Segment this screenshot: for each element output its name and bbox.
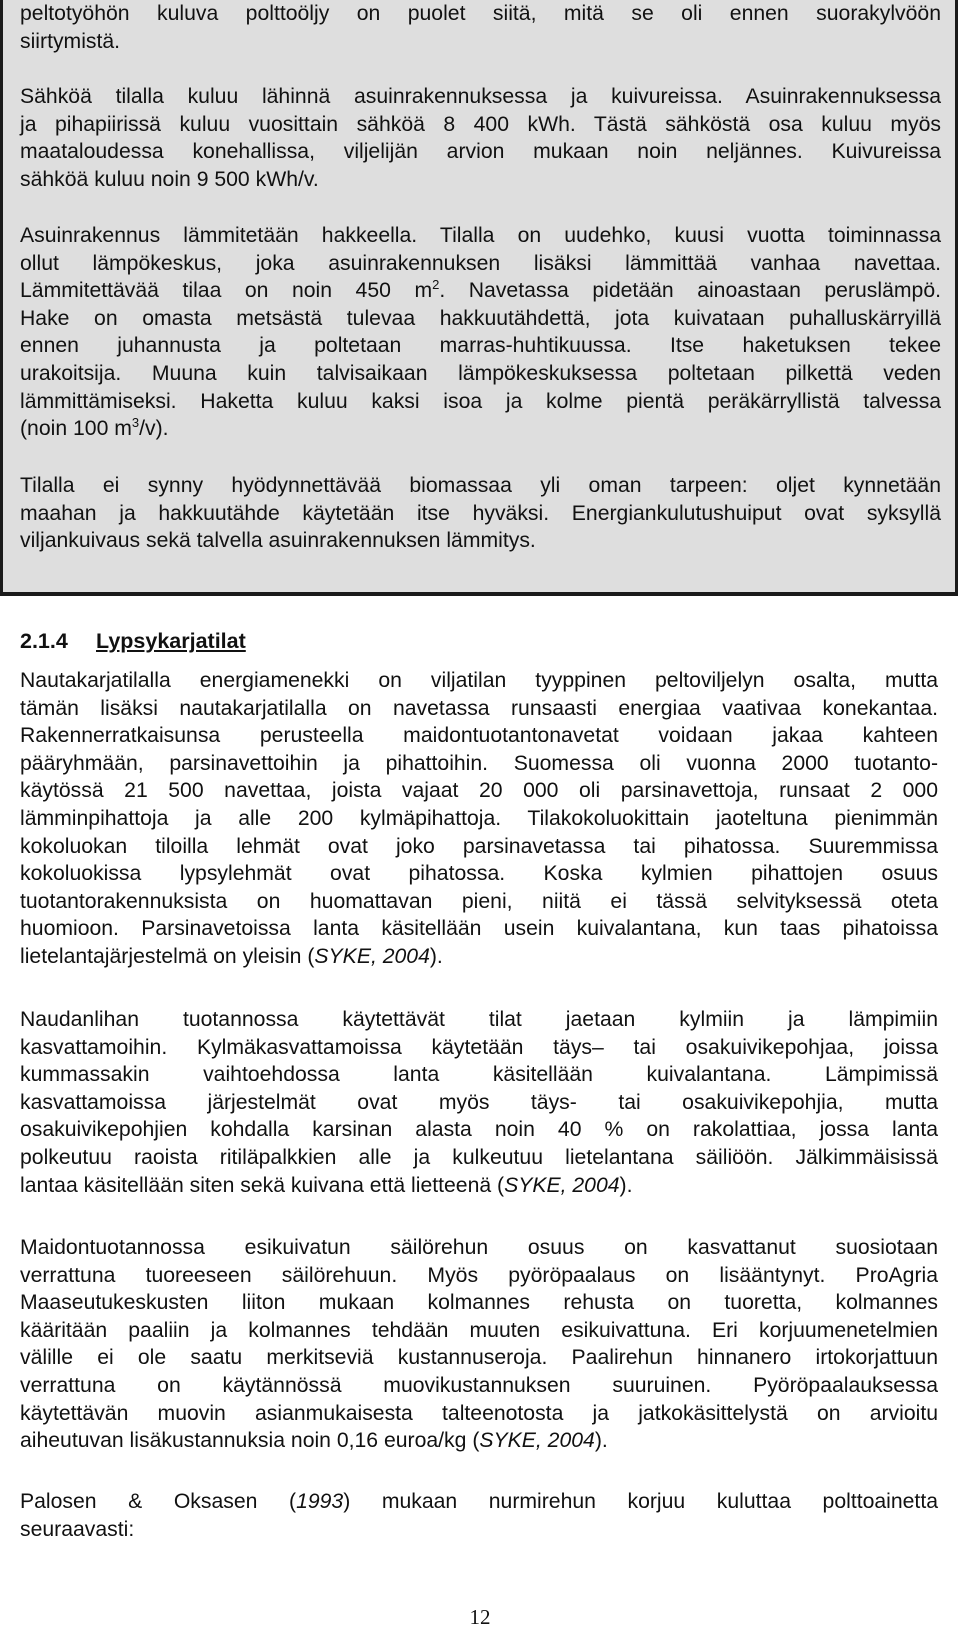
text-line: Maidontuotannossa esikuivatun säilörehun osuus on kasvattanut suosiotaan [20, 1236, 938, 1259]
text-line: Maaseutukeskusten liiton mukaan kolmannes rehusta on tuoretta, kolmannes [20, 1291, 938, 1315]
text-line: lämmittämiseksi. Haketta kuluu kaksi isoa ja kolme pientä peräkärryllistä talvessa [20, 389, 941, 413]
citation: SYKE, 2004 [479, 1429, 595, 1453]
text-segment: ). [594, 1429, 608, 1453]
text-line: verrattuna on käytännössä muovikustannuksen suuruinen. Pyöröpaalauksessa [20, 1373, 938, 1397]
highlight-box [0, 0, 958, 596]
text-line: kasvattamoissa järjestelmät ovat myös täys- tai osakuivikepohjia, mutta [20, 1090, 938, 1114]
text-line: kokoluokan tiloilla lehmät ovat joko parsinavetassa tai pihatossa. Suuremmissa [20, 834, 938, 858]
text-line: seuraavasti: [20, 1517, 135, 1541]
box-paragraph-3 [20, 222, 941, 443]
text-line: siirtymistä. [20, 29, 121, 53]
text-line: Naudanlihan tuotannossa käytettävät tilat jaetaan kylmiin ja lämpimiin [20, 1008, 938, 1031]
superscript: 3 [131, 415, 140, 431]
text-segment: /v). [139, 417, 169, 441]
citation: SYKE, 2004 [504, 1173, 620, 1197]
text-segment: . Navetassa pidetään ainoastaan peruslämpö. [439, 279, 941, 303]
text-line: pääryhmään, parsinavettoihin ja pihattoihin. Suomessa oli vuonna 2000 tuotanto- [20, 751, 938, 775]
text-line [20, 1488, 938, 1516]
text-line: Sähköä tilalla kuluu lähinnä asuinrakennuksessa ja kuivureissa. Asuinrakennuksessa [20, 85, 941, 108]
text-line: maataloudessa konehallissa, viljelijän arvion mukaan noin neljännes. Kuivureissa [20, 140, 941, 164]
section-title: Lypsykarjatilat [96, 629, 246, 653]
superscript: 2 [432, 277, 440, 293]
text-line: polkeutuu raoista ritiläpalkkien alle ja kulkeutuu lietelantana säiliöön. Jälkimmäisissä [20, 1145, 938, 1169]
text-line: verrattuna tuoreeseen säilörehuun. Myös pyöröpaalaus on lisääntynyt. ProAgria [20, 1263, 938, 1287]
text-segment: ). [429, 944, 443, 968]
box-paragraph-4 [20, 472, 941, 555]
text-line: käytössä 21 500 navettaa, joista vajaat 20 000 oli parsinavettoja, runsaat 2 000 [20, 779, 938, 803]
text-line: Rakennerratkaisunsa perusteella maidontuotantonavetat voidaan jakaa kahteen [20, 724, 938, 748]
body-paragraph-2 [20, 1006, 938, 1199]
text-line: Nautakarjatilalla energiamenekki on viljatilan tyyppinen peltoviljelyn osalta, mutta [20, 669, 938, 692]
text-line: ja pihapiirissä kuluu vuosittain sähköä 8 400 kWh. Tästä sähköstä osa kuluu myös [20, 112, 941, 136]
text-line: osakuivikepohjien kohdalla karsinan alasta noin 40 % on rakolattiaa, jossa lanta [20, 1118, 938, 1142]
text-line: peltotyöhön kuluva polttoöljy on puolet siitä, mitä se oli ennen suorakylvöön [20, 2, 941, 25]
text-line: urakoitsija. Muuna kuin talvisaikaan lämpökeskuksessa poltetaan pilkettä veden [20, 361, 941, 385]
text-segment: ). [619, 1173, 633, 1197]
body-paragraph-3 [20, 1234, 938, 1455]
text-line: kasvattamoihin. Kylmäkasvattamoissa käytetään täys– tai osakuivikepohjaa, joissa [20, 1035, 938, 1059]
text-line [20, 277, 941, 305]
text-line: Hake on omasta metsästä tulevaa hakkuutähdettä, jota kuivataan puhalluskärryillä [20, 306, 941, 330]
page-number: 12 [469, 1605, 491, 1629]
text-segment: lantaa käsitellään siten sekä kuivana että lietteenä ( [20, 1173, 505, 1197]
text-line: käytettävän muovin asianmukaisesta talteenotosta ja jatkokäsittelystä on arvioitu [20, 1401, 938, 1425]
citation: 1993 [296, 1490, 344, 1513]
box-paragraph-2 [20, 83, 941, 193]
text-segment: Lämmitettävää tilaa on noin 450 m [20, 279, 433, 303]
text-segment: lietelantajärjestelmä on yleisin ( [20, 944, 315, 968]
text-line: maahan ja hakkuutähde käytetään itse hyväksi. Energiankulutushuiput ovat syksyllä [20, 501, 941, 525]
citation: SYKE, 2004 [314, 944, 430, 968]
body-paragraph-4 [20, 1488, 938, 1543]
text-line: Tilalla ei synny hyödynnettävää biomassaa yli oman tarpeen: oljet kynnetään [20, 474, 941, 497]
text-segment: ) mukaan nurmirehun korjuu kuluttaa polttoainetta [343, 1490, 938, 1513]
text-segment: aiheutuvan lisäkustannuksia noin 0,16 euroa/kg ( [20, 1429, 480, 1453]
text-line: ollut lämpökeskus, joka asuinrakennuksen lisäksi lämmittää vanhaa navettaa. [20, 251, 941, 275]
text-segment: (noin 100 m [20, 417, 132, 441]
text-segment: Palosen & Oksasen ( [20, 1490, 297, 1513]
body-paragraph-1 [20, 667, 938, 971]
text-line: tuotantorakennuksista on huomattavan pieni, niitä ei tässä selvityksessä oteta [20, 889, 938, 913]
section-heading [20, 627, 246, 655]
box-paragraph-1 [20, 0, 941, 55]
text-line [20, 1427, 938, 1455]
text-line: huomioon. Parsinavetoissa lanta käsitellään usein kuivalantana, kun taas pihatoissa [20, 917, 938, 941]
section-number: 2.1.4 [20, 629, 68, 653]
text-line: kokoluokissa lypsylehmät ovat pihatossa. Koska kylmien pihattojen osuus [20, 862, 938, 886]
text-line: sähköä kuluu noin 9 500 kWh/v. [20, 167, 319, 191]
text-line: viljankuivaus sekä talvella asuinrakennuksen lämmitys. [20, 529, 536, 553]
text-line: ennen juhannusta ja poltetaan marras-huhtikuussa. Itse haketuksen tekee [20, 334, 941, 358]
text-line [20, 1172, 938, 1200]
text-line: lämminpihattoja ja alle 200 kylmäpihattoja. Tilakokoluokittain jaoteltuna pienimmän [20, 806, 938, 830]
text-line [20, 943, 938, 971]
text-line: tämän lisäksi nautakarjatilalla on navetassa runsaasti energiaa vaativaa konekantaa. [20, 696, 938, 720]
text-line: Asuinrakennus lämmitetään hakkeella. Tilalla on uudehko, kuusi vuotta toiminnassa [20, 224, 941, 247]
text-line: välille ei ole saatu merkitseviä kustannuseroja. Paalirehun hinnanero irtokorjattuun [20, 1346, 938, 1370]
text-line [20, 415, 941, 443]
text-line: kääritään paaliin ja kolmannes tehdään muuten esikuivattuna. Eri korjuumenetelmien [20, 1318, 938, 1342]
text-line: kummassakin vaihtoehdossa lanta käsitellään kuivalantana. Lämpimissä [20, 1063, 938, 1087]
